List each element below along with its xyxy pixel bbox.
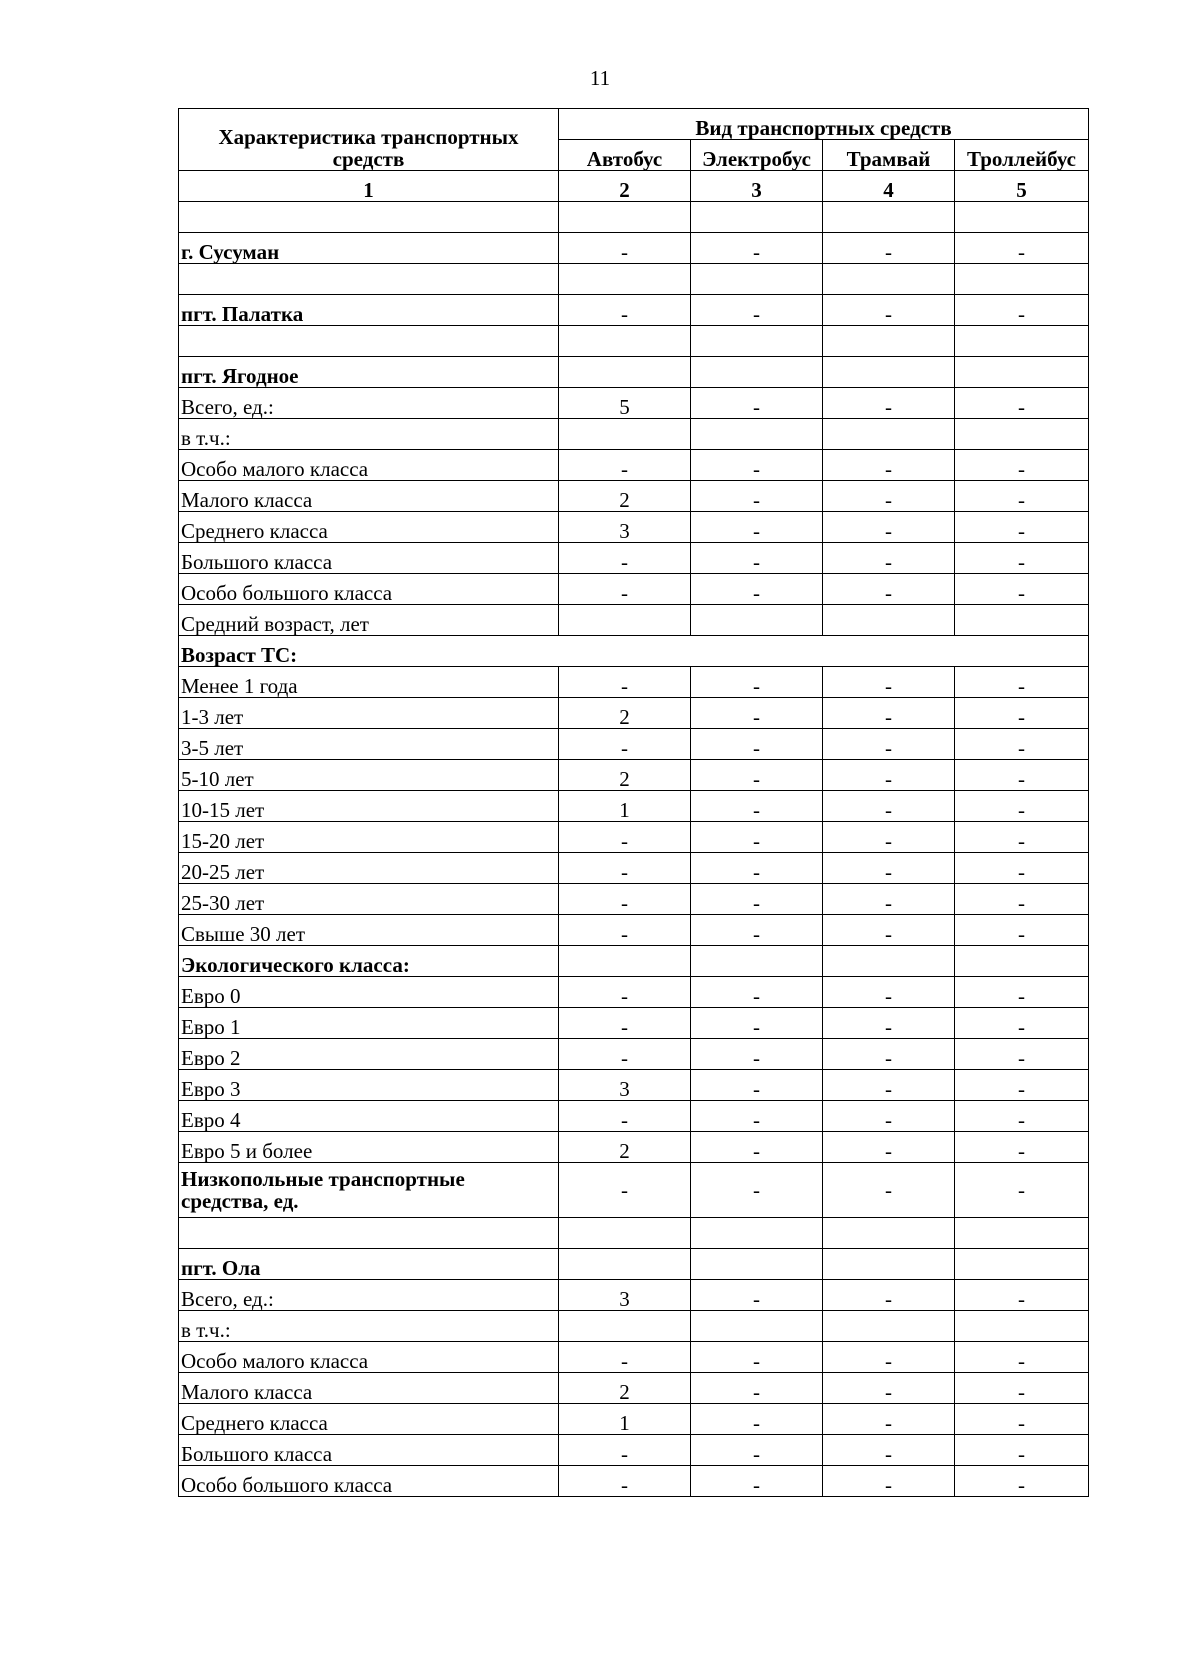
vehicle-type-header: Вид транспортных средств [559, 109, 1089, 140]
table-row [179, 1466, 1089, 1497]
value-cell [823, 605, 955, 636]
value-cell: - [823, 667, 955, 698]
value-cell: - [691, 1404, 823, 1435]
value-cell: - [955, 1132, 1089, 1163]
value-cell: - [955, 388, 1089, 419]
column-number: 5 [955, 171, 1089, 202]
value-cell: - [823, 1373, 955, 1404]
value-cell: - [691, 388, 823, 419]
value-cell: - [955, 1280, 1089, 1311]
row-label: 3-5 лет [179, 729, 559, 760]
table-row [179, 1070, 1089, 1101]
row-label: Особо большого класса [179, 574, 559, 605]
table-row [179, 667, 1089, 698]
value-cell: 2 [559, 1132, 691, 1163]
empty-cell [559, 1218, 691, 1249]
value-cell: - [823, 977, 955, 1008]
value-cell [955, 1249, 1089, 1280]
table-row [179, 326, 1089, 357]
value-cell: - [823, 295, 955, 326]
table-row [179, 1163, 1089, 1218]
row-label: Евро 5 и более [179, 1132, 559, 1163]
row-label: Среднего класса [179, 1404, 559, 1435]
value-cell: - [691, 822, 823, 853]
value-cell: - [691, 450, 823, 481]
row-label: Особо большого класса [179, 1466, 559, 1497]
value-cell: - [691, 295, 823, 326]
value-cell: - [955, 977, 1089, 1008]
table-row [179, 233, 1089, 264]
value-cell: 3 [559, 1280, 691, 1311]
value-cell: - [691, 1039, 823, 1070]
value-cell: - [955, 1070, 1089, 1101]
value-cell: - [823, 1342, 955, 1373]
value-cell [955, 1311, 1089, 1342]
table-row [179, 1311, 1089, 1342]
value-cell [691, 1249, 823, 1280]
value-cell: - [559, 977, 691, 1008]
table-row [179, 357, 1089, 388]
value-cell: - [559, 1039, 691, 1070]
value-cell: - [955, 1373, 1089, 1404]
value-cell: - [691, 1008, 823, 1039]
table-row [179, 1132, 1089, 1163]
value-cell: - [823, 1132, 955, 1163]
row-label: Евро 2 [179, 1039, 559, 1070]
value-cell: - [955, 667, 1089, 698]
value-cell: 2 [559, 1373, 691, 1404]
row-label: Большого класса [179, 1435, 559, 1466]
row-label: Евро 3 [179, 1070, 559, 1101]
row-label: Малого класса [179, 481, 559, 512]
value-cell: - [691, 977, 823, 1008]
value-cell [691, 419, 823, 450]
column-number: 4 [823, 171, 955, 202]
page-number: 11 [589, 66, 611, 90]
column-header-trolleybus: Троллейбус [955, 140, 1089, 171]
row-label: Свыше 30 лет [179, 915, 559, 946]
empty-cell [179, 1218, 559, 1249]
value-cell: - [955, 574, 1089, 605]
value-cell [955, 419, 1089, 450]
value-cell: - [559, 915, 691, 946]
value-cell: 1 [559, 1404, 691, 1435]
value-cell: - [955, 481, 1089, 512]
row-label: Евро 1 [179, 1008, 559, 1039]
value-cell: - [691, 729, 823, 760]
value-cell: - [955, 791, 1089, 822]
value-cell: - [823, 574, 955, 605]
row-label: пгт. Ола [179, 1249, 559, 1280]
value-cell [955, 357, 1089, 388]
value-cell: - [559, 667, 691, 698]
value-cell: - [559, 1101, 691, 1132]
column-number: 3 [691, 171, 823, 202]
value-cell: 5 [559, 388, 691, 419]
value-cell: - [955, 1101, 1089, 1132]
value-cell: - [823, 1070, 955, 1101]
table-row [179, 1404, 1089, 1435]
value-cell: - [691, 1280, 823, 1311]
value-cell: - [955, 1039, 1089, 1070]
empty-cell [559, 202, 691, 233]
value-cell: - [691, 512, 823, 543]
empty-cell [691, 1218, 823, 1249]
row-label: 15-20 лет [179, 822, 559, 853]
empty-cell [823, 326, 955, 357]
table-header [179, 109, 1089, 202]
table-row [179, 729, 1089, 760]
value-cell: - [559, 729, 691, 760]
row-label: Всего, ед.: [179, 388, 559, 419]
value-cell: - [955, 450, 1089, 481]
value-cell: - [691, 1101, 823, 1132]
table-row [179, 605, 1089, 636]
value-cell: - [955, 1466, 1089, 1497]
value-cell: - [823, 1466, 955, 1497]
value-cell: - [691, 853, 823, 884]
row-label: Средний возраст, лет [179, 605, 559, 636]
column-header-tram: Трамвай [823, 140, 955, 171]
table-row [179, 543, 1089, 574]
value-cell: - [823, 853, 955, 884]
row-label: Среднего класса [179, 512, 559, 543]
row-label: в т.ч.: [179, 419, 559, 450]
value-cell [559, 357, 691, 388]
value-cell: - [955, 884, 1089, 915]
row-label: в т.ч.: [179, 1311, 559, 1342]
value-cell: - [823, 760, 955, 791]
value-cell: - [955, 729, 1089, 760]
row-label: Возраст ТС: [179, 636, 1089, 667]
value-cell: - [823, 1163, 955, 1218]
empty-cell [955, 326, 1089, 357]
value-cell: - [559, 853, 691, 884]
value-cell [691, 605, 823, 636]
table-row [179, 202, 1089, 233]
value-cell: - [559, 543, 691, 574]
value-cell: - [559, 1163, 691, 1218]
table-row [179, 450, 1089, 481]
row-label: 5-10 лет [179, 760, 559, 791]
value-cell: 2 [559, 760, 691, 791]
value-cell: 2 [559, 481, 691, 512]
transport-table [178, 108, 1089, 1497]
row-label: Низкопольные транспортные средства, ед. [179, 1163, 559, 1218]
value-cell: - [823, 543, 955, 574]
value-cell [823, 419, 955, 450]
empty-cell [691, 202, 823, 233]
value-cell: - [559, 1435, 691, 1466]
empty-cell [559, 326, 691, 357]
value-cell: - [823, 698, 955, 729]
value-cell: - [955, 760, 1089, 791]
empty-cell [691, 264, 823, 295]
row-label: Экологического класса: [179, 946, 559, 977]
value-cell [691, 946, 823, 977]
table-row [179, 388, 1089, 419]
value-cell: - [823, 1404, 955, 1435]
value-cell [823, 1311, 955, 1342]
table-row [179, 1008, 1089, 1039]
value-cell: - [823, 233, 955, 264]
value-cell: - [823, 388, 955, 419]
table-row [179, 760, 1089, 791]
value-cell: - [955, 1404, 1089, 1435]
table-row [179, 1342, 1089, 1373]
value-cell: - [823, 1280, 955, 1311]
row-label: 25-30 лет [179, 884, 559, 915]
value-cell: - [955, 512, 1089, 543]
value-cell [559, 419, 691, 450]
value-cell: - [955, 1008, 1089, 1039]
value-cell: - [955, 853, 1089, 884]
empty-cell [691, 326, 823, 357]
table-row [179, 295, 1089, 326]
column-header-electrobus: Электробус [691, 140, 823, 171]
row-label: пгт. Палатка [179, 295, 559, 326]
value-cell: - [955, 1342, 1089, 1373]
empty-cell [823, 202, 955, 233]
table-row [179, 574, 1089, 605]
empty-cell [955, 264, 1089, 295]
table-row [179, 1435, 1089, 1466]
value-cell: - [955, 233, 1089, 264]
table-row [179, 884, 1089, 915]
empty-cell [179, 326, 559, 357]
value-cell: - [691, 884, 823, 915]
value-cell [559, 1311, 691, 1342]
table-row [179, 977, 1089, 1008]
empty-cell [179, 264, 559, 295]
table-row [179, 419, 1089, 450]
empty-cell [823, 1218, 955, 1249]
value-cell: - [691, 481, 823, 512]
empty-cell [179, 202, 559, 233]
value-cell: - [691, 1070, 823, 1101]
row-label: Евро 0 [179, 977, 559, 1008]
value-cell: - [955, 1163, 1089, 1218]
table-row [179, 636, 1089, 667]
value-cell: - [691, 574, 823, 605]
value-cell [823, 1249, 955, 1280]
value-cell: - [559, 1466, 691, 1497]
value-cell: - [691, 667, 823, 698]
empty-cell [823, 264, 955, 295]
table-row [179, 1101, 1089, 1132]
table-row [179, 512, 1089, 543]
value-cell [823, 946, 955, 977]
value-cell: - [955, 295, 1089, 326]
value-cell: - [559, 1008, 691, 1039]
value-cell: - [955, 1435, 1089, 1466]
value-cell [691, 1311, 823, 1342]
value-cell: - [559, 295, 691, 326]
value-cell [559, 605, 691, 636]
value-cell: - [691, 1373, 823, 1404]
row-label: Малого класса [179, 1373, 559, 1404]
table-row [179, 1218, 1089, 1249]
characteristic-header: Характеристика транспортных средств [179, 109, 559, 171]
value-cell: 3 [559, 1070, 691, 1101]
table-row [179, 822, 1089, 853]
row-label: Особо малого класса [179, 450, 559, 481]
value-cell [955, 946, 1089, 977]
column-number: 2 [559, 171, 691, 202]
value-cell: - [955, 543, 1089, 574]
table-body [179, 202, 1089, 1497]
table-row [179, 481, 1089, 512]
value-cell: - [823, 481, 955, 512]
table-row [179, 698, 1089, 729]
value-cell: - [691, 1466, 823, 1497]
table-row [179, 853, 1089, 884]
value-cell [955, 605, 1089, 636]
table-row [179, 1373, 1089, 1404]
value-cell: - [823, 915, 955, 946]
value-cell: - [559, 1342, 691, 1373]
value-cell: - [823, 512, 955, 543]
row-label: 20-25 лет [179, 853, 559, 884]
value-cell: - [691, 233, 823, 264]
value-cell [559, 1249, 691, 1280]
row-label: пгт. Ягодное [179, 357, 559, 388]
table-row [179, 1280, 1089, 1311]
empty-cell [955, 202, 1089, 233]
empty-cell [559, 264, 691, 295]
value-cell: - [559, 233, 691, 264]
value-cell: 3 [559, 512, 691, 543]
table-row [179, 946, 1089, 977]
row-label: Менее 1 года [179, 667, 559, 698]
value-cell: - [823, 1101, 955, 1132]
value-cell: - [691, 698, 823, 729]
row-label: 1-3 лет [179, 698, 559, 729]
value-cell: - [559, 574, 691, 605]
table-row [179, 791, 1089, 822]
column-header-bus: Автобус [559, 140, 691, 171]
value-cell: - [691, 1435, 823, 1466]
value-cell: - [559, 450, 691, 481]
row-label: г. Сусуман [179, 233, 559, 264]
value-cell: - [823, 1435, 955, 1466]
value-cell: - [691, 760, 823, 791]
value-cell: - [691, 915, 823, 946]
value-cell: - [559, 884, 691, 915]
value-cell: - [955, 822, 1089, 853]
value-cell: - [823, 1008, 955, 1039]
value-cell: - [823, 1039, 955, 1070]
value-cell: - [823, 791, 955, 822]
row-label: Всего, ед.: [179, 1280, 559, 1311]
value-cell: - [823, 822, 955, 853]
value-cell: - [691, 791, 823, 822]
row-label: Большого класса [179, 543, 559, 574]
row-label: Евро 4 [179, 1101, 559, 1132]
value-cell [823, 357, 955, 388]
value-cell: - [955, 915, 1089, 946]
value-cell: - [823, 884, 955, 915]
value-cell: - [691, 1132, 823, 1163]
value-cell: - [559, 822, 691, 853]
empty-cell [955, 1218, 1089, 1249]
table-row [179, 1249, 1089, 1280]
value-cell [691, 357, 823, 388]
column-number: 1 [179, 171, 559, 202]
table-row [179, 915, 1089, 946]
value-cell [559, 946, 691, 977]
table-row [179, 1039, 1089, 1070]
value-cell: 1 [559, 791, 691, 822]
value-cell: - [955, 698, 1089, 729]
value-cell: - [691, 1163, 823, 1218]
row-label: 10-15 лет [179, 791, 559, 822]
value-cell: 2 [559, 698, 691, 729]
value-cell: - [823, 729, 955, 760]
value-cell: - [691, 543, 823, 574]
table-row [179, 264, 1089, 295]
value-cell: - [691, 1342, 823, 1373]
value-cell: - [823, 450, 955, 481]
row-label: Особо малого класса [179, 1342, 559, 1373]
